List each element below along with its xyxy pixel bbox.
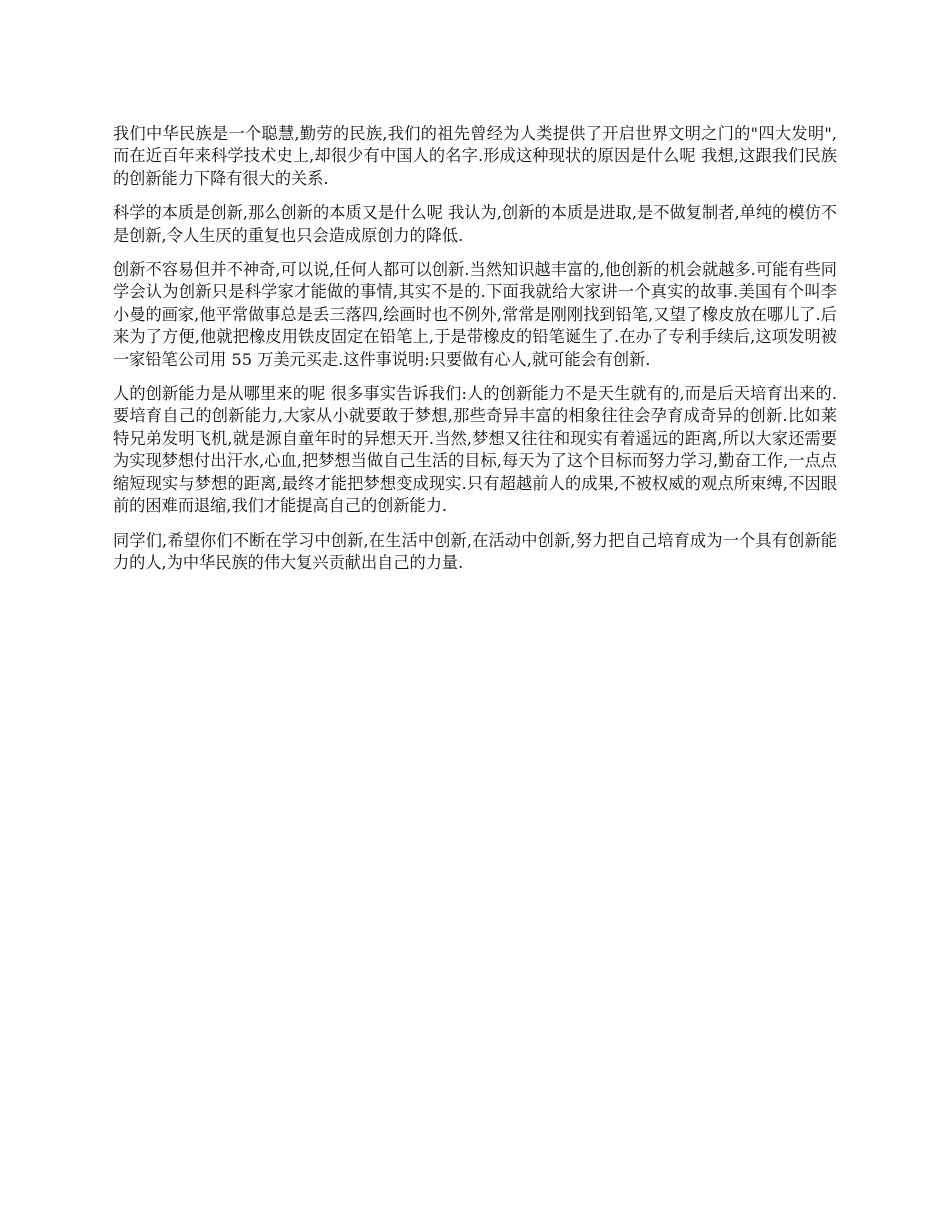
paragraph-2: 科学的本质是创新,那么创新的本质又是什么呢 我认为,创新的本质是进取,是不做复制者,单纯的模仿不是创新,令人生厌的重复也只会造成原创力的降低. bbox=[113, 203, 837, 245]
paragraph-5: 同学们,希望你们不断在学习中创新,在生活中创新,在活动中创新,努力把自己培育成为一个具有创新能力的人,为中华民族的伟大复兴贡献出自己的力量. bbox=[113, 530, 837, 572]
paragraph-4: 人的创新能力是从哪里来的呢 很多事实告诉我们:人的创新能力不是天生就有的,而是后天培育出来的.要培育自己的创新能力,大家从小就要敢于梦想,那些奇异丰富的相象往往会孕育成奇异的创新.比如莱特兄弟发明飞机,就是源自童年时的异想天开.当然,梦想又往往和现实有着遥远的距离,所以大家还需要为实现梦想付出汗水,心血,把梦想当做自己生活的目标,每天为了这个目标而努力学习,勤奋工作,一点点缩短现实与梦想的距离,最终才能把梦想变成现实.只有超越前人的成果,不被权威的观点所束缚,不因眼前的困难而退缩,我们才能提高自己的创新能力. bbox=[113, 384, 837, 516]
paragraph-1: 我们中华民族是一个聪慧,勤劳的民族,我们的祖先曾经为人类提供了开启世界文明之门的"四大发明",而在近百年来科学技术史上,却很少有中国人的名字.形成这种现状的原因是什么呢 我想,这跟我们民族的创新能力下降有很大的关系. bbox=[113, 124, 837, 188]
document-body bbox=[113, 123, 837, 586]
paragraph-3: 创新不容易但并不神奇,可以说,任何人都可以创新.当然知识越丰富的,他创新的机会就越多.可能有些同学会认为创新只是科学家才能做的事情,其实不是的.下面我就给大家讲一个真实的故事.美国有个叫李小曼的画家,他平常做事总是丢三落四,绘画时也不例外,常常是刚刚找到铅笔,又望了橡皮放在哪儿了.后来为了方便,他就把橡皮用铁皮固定在铅笔上,于是带橡皮的铅笔诞生了.在办了专利手续后,这项发明被一家铅笔公司用 55 万美元买走.这件事说明:只要做有心人,就可能会有创新. bbox=[113, 260, 837, 369]
